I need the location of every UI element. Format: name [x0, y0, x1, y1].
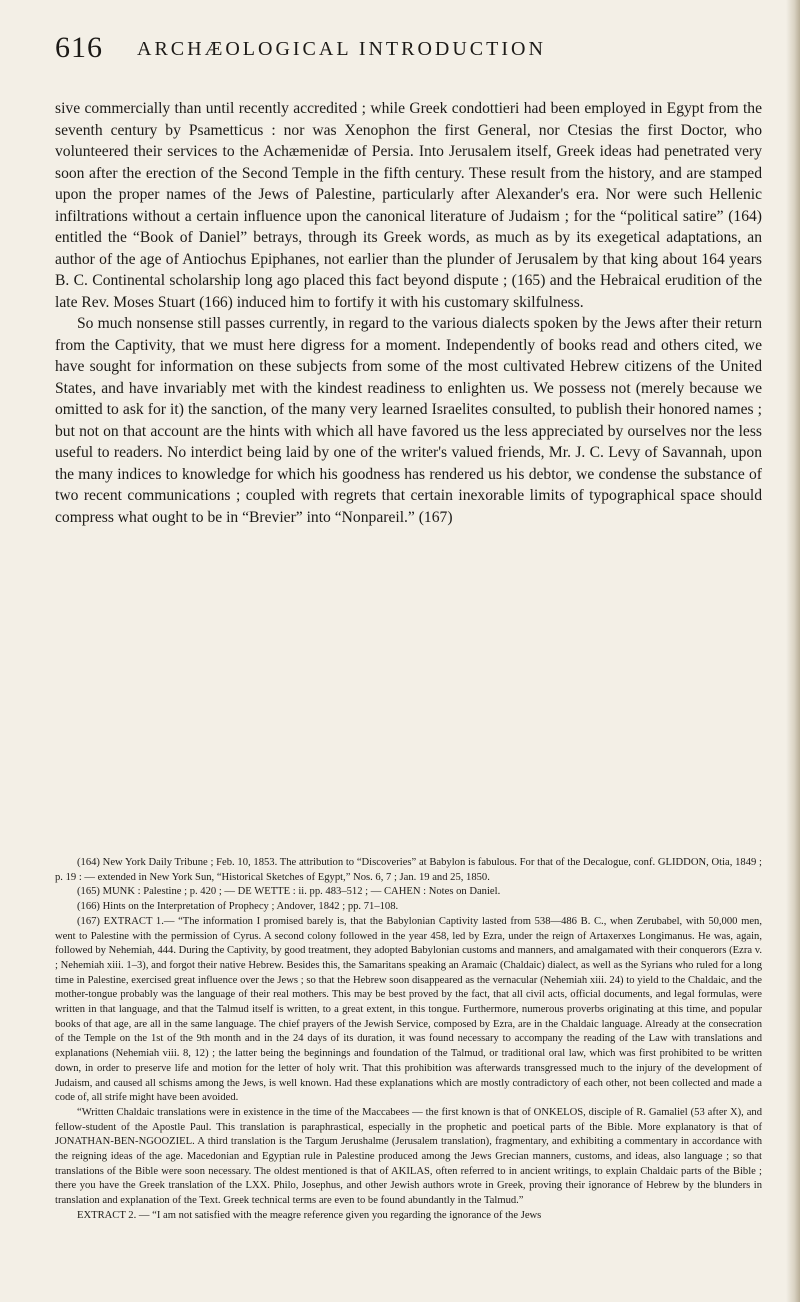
- page-number: 616: [55, 31, 103, 64]
- paragraph: So much nonsense still passes currently, in regard to the various dialects spoken by the Jews after their return from the Captivity, that we must here digress for a moment. Independently of books read and others cited, we have sought for information on these subjects from some of the most cultivated Hebrew citizens of the United States, and have invariably met with the kindest readiness to enlighten us. We possess not (merely because we omitted to ask for it) the sanction, of the many very learned Israelites consulted, to publish their honored names ; but not on that account are the hints with which all have favored us the less appreciated by ourselves nor the less useful to readers. No interdict being laid by one of the writer's valued friends, Mr. J. C. Levy of Savannah, upon the many indices to knowledge for which his goodness has rendered us his debtor, we condense the substance of two recent communications ; coupled with regrets that certain inexorable limits of typographical space should compress what ought to be in “Brevier” into “Nonpareil.” (167): [55, 315, 762, 526]
- footnote-164: (164) New York Daily Tribune ; Feb. 10, 1853. The attribution to “Discoveries” at Babylon is fabulous. For that of the Decalogue, conf. GLIDDON, Otia, 1849 ; p. 19 : — extended in New York Sun, “Historical Sketches of Egypt,” Nos. 6, 7 ; Jan. 19 and 25, 1850.: [55, 857, 762, 883]
- footnote-167: (167) EXTRACT 1.— “The information I promised barely is, that the Babylonian Captivity lasted from 538—486 B. C., when Zerubabel, with 50,000 men, went to Palestine with the permission of Cyrus. A second colony followed in the year 458, led by Ezra, under the reign of Artaxerxes Longimanus. He was, again, followed by Nehemiah, 444. During the Captivity, by good treatment, they adopted Babylonian customs and manners, and amalgamated with their conquerors (Ezra v. ; Nehemiah xiii. 1–3), and forgot their native Hebrew. Besides this, the Samaritans speaking an Aramaic (Chaldaic) dialect, as well as the Syrians who ruled for a long time in Palestine, exercised great influence over the Jews ; so that the Hebrew soon disappeared as the vernacular (Nehemiah xiii. 24) to yield to the Chaldaic, and the mother-tongue probably was the language of their real mothers. This may be best proved by the fact, that all civil acts, official documents, and legal formulas, were written in that language, and that the Talmud itself is written, to a great extent, in this tongue. Furthermore, numerous proverbs originating at this time, and popular books of that age, are all in the same language. The chief prayers of the Jewish Service, composed by Ezra, are in the Chaldaic language. Already at the consecration of the Temple on the 1st of the 9th month and in the 24 days of its duration, it was found necessary to accompany the reading of the Law with translations and explanations (Nehemiah viii. 8, 12) ; the latter being the beginnings and foundation of the Talmud, or traditional oral law, which was first prohibited to be written down, in order to preserve life and motion for the letter of holy writ. That this prohibition was afterwards transgressed much to the injury of the development of Judaism, and caused all schisms among the Jews, is well known. Had these explanations which are mostly contradictory of each other, not been collected and made a code of, all strife might have been avoided.: [55, 915, 762, 1104]
- footnote-166: (166) Hints on the Interpretation of Prophecy ; Andover, 1842 ; pp. 71–108.: [77, 901, 399, 913]
- page-edge: [786, 0, 800, 1302]
- footnote-167-continued: “Written Chaldaic translations were in existence in the time of the Maccabees — the first known is that of ONKELOS, disciple of R. Gamaliel (53 after X), and fellow-student of the Apostle Paul. This translation is paraphrastical, especially in the prophetic and poetical parts of the Bible. More explanatory is that of JONATHAN-BEN-NGOOZIEL. A third translation is the Targum Jerushalme (Jerusalem translation), fragmentary, and exhibiting a commentary in accordance with the reigning ideas of the age. Macedonian and Egyptian rule in Palestine produced among the Jews Grecian manners, customs, and ideas, also language ; so that translations of the Bible were soon necessary. The oldest mentioned is that of AKILAS, often referred to in ancient writings, to explain Chaldaic parts of the Bible ; there you have the Greek translation of the LXX. Philo, Josephus, and other Jewish authors wrote in Greek, proving their ignorance of Hebrew by the blunders in translation and explanation of the Text. Greek technical terms are even to be found abundantly in the Talmud.”: [55, 1106, 762, 1207]
- running-title: ARCHÆOLOGICAL INTRODUCTION: [137, 38, 546, 60]
- paragraph: sive commercially than until recently accredited ; while Greek condottieri had been employed in Egypt from the seventh century by Psametticus : nor was Xenophon the first General, nor Ctesias the first Doctor, who volunteered their services to the Achæmenidæ of Persia. Into Jerusalem itself, Greek ideas had penetrated very soon after the erection of the Second Temple in the fifth century. These result from the history, and are stamped upon the proper names of the Jews of Palestine, particularly after Alexander's era. Nor were such Hellenic infiltrations without a certain influence upon the canonical literature of Judaism ; for the “political satire” (164) entitled the “Book of Daniel” betrays, through its Greek words, as much as by its exegetical adaptations, an author of the age of Antiochus Epiphanes, not earlier than the plunder of Jerusalem by that king about 164 years B. C. Continental scholarship long ago placed this fact beyond dispute ; (165) and the Hebraical erudition of the late Rev. Moses Stuart (166) induced him to fortify it with his customary skilfulness.: [55, 100, 762, 311]
- main-text: [55, 98, 762, 528]
- page-header: [55, 28, 745, 68]
- footnotes: [55, 856, 762, 1224]
- footnote-165: (165) MUNK : Palestine ; p. 420 ; — DE WETTE : ii. pp. 483–512 ; — CAHEN : Notes on Daniel.: [77, 886, 501, 898]
- footnote-extract-2: EXTRACT 2. — “I am not satisfied with the meagre reference given you regarding the ignorance of the Jews: [77, 1209, 542, 1221]
